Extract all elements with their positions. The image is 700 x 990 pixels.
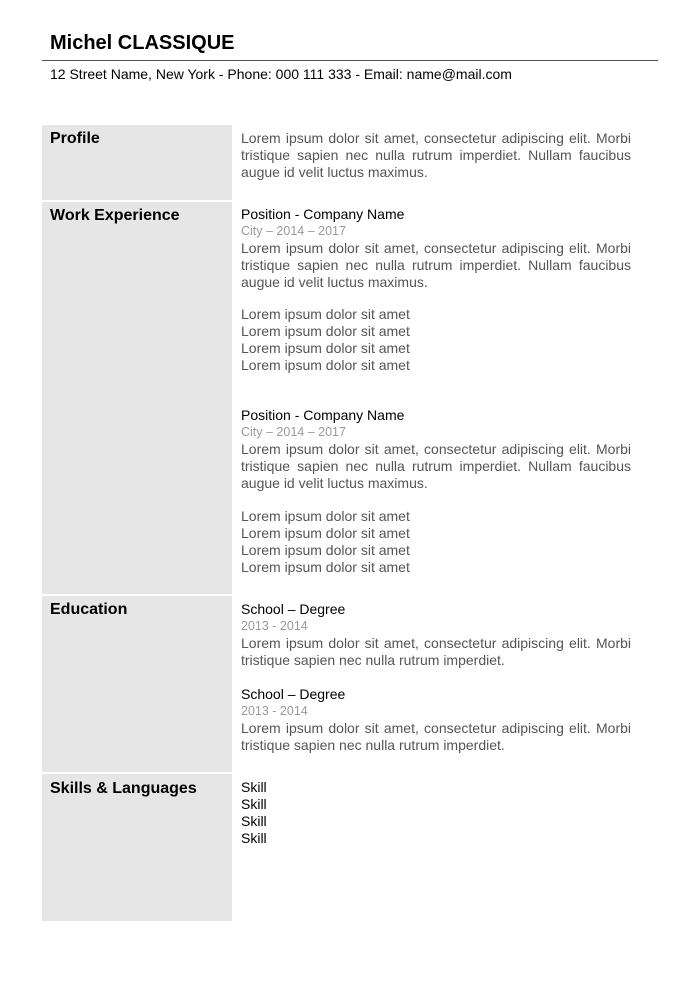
job-bullets — [241, 508, 631, 576]
skill-item: Skill — [241, 813, 267, 829]
job-bullet: Lorem ipsum dolor sit amet — [241, 357, 410, 373]
education-heading: School – Degree — [241, 601, 346, 617]
resume-name: Michel CLASSIQUE — [50, 32, 235, 54]
education-title: Education — [50, 601, 128, 618]
job-bullet: Lorem ipsum dolor sit amet — [241, 508, 410, 524]
education-sidebar-block — [42, 596, 232, 772]
education-description: Lorem ipsum dolor sit amet, consectetur adipiscing elit. Morbi tristique sapien nec nulla rutrum imperdiet. — [241, 720, 631, 753]
job-entry — [241, 407, 631, 492]
job-description: Lorem ipsum dolor sit amet, consectetur adipiscing elit. Morbi tristique sapien nec nulla rutrum imperdiet. Nullam faucibus augue id velit luctus maximus. — [241, 441, 631, 491]
work-sidebar-block — [42, 202, 232, 594]
job-description: Lorem ipsum dolor sit amet, consectetur adipiscing elit. Morbi tristique sapien nec nulla rutrum imperdiet. Nullam faucibus augue id velit luctus maximus. — [241, 240, 631, 290]
job-entry — [241, 206, 631, 291]
job-heading: Position - Company Name — [241, 206, 405, 222]
education-entry — [241, 601, 631, 669]
skill-item: Skill — [241, 830, 267, 846]
profile-title: Profile — [50, 130, 100, 147]
education-meta: 2013 - 2014 — [241, 619, 308, 633]
job-heading: Position - Company Name — [241, 407, 405, 423]
job-bullets — [241, 306, 631, 374]
skill-item: Skill — [241, 779, 267, 795]
job-meta: City – 2014 – 2017 — [241, 425, 346, 439]
profile-text: Lorem ipsum dolor sit amet, consectetur adipiscing elit. Morbi tristique sapien nec nulla rutrum imperdiet. Nullam faucibus augue id velit luctus maximus. — [241, 130, 631, 180]
skill-item: Skill — [241, 796, 267, 812]
contact-line: 12 Street Name, New York - Phone: 000 111 333 - Email: name@mail.com — [50, 66, 512, 82]
job-bullet: Lorem ipsum dolor sit amet — [241, 306, 410, 322]
header-divider — [42, 60, 658, 61]
skills-title: Skills & Languages — [50, 780, 197, 797]
job-bullet: Lorem ipsum dolor sit amet — [241, 542, 410, 558]
job-bullet: Lorem ipsum dolor sit amet — [241, 525, 410, 541]
job-bullet: Lorem ipsum dolor sit amet — [241, 323, 410, 339]
job-bullet: Lorem ipsum dolor sit amet — [241, 559, 410, 575]
education-meta: 2013 - 2014 — [241, 704, 308, 718]
education-entry — [241, 686, 631, 754]
job-meta: City – 2014 – 2017 — [241, 224, 346, 238]
education-description: Lorem ipsum dolor sit amet, consectetur adipiscing elit. Morbi tristique sapien nec nulla rutrum imperdiet. — [241, 635, 631, 668]
skills-list — [241, 779, 631, 847]
work-experience-title: Work Experience — [50, 207, 180, 224]
job-bullet: Lorem ipsum dolor sit amet — [241, 340, 410, 356]
education-heading: School – Degree — [241, 686, 346, 702]
